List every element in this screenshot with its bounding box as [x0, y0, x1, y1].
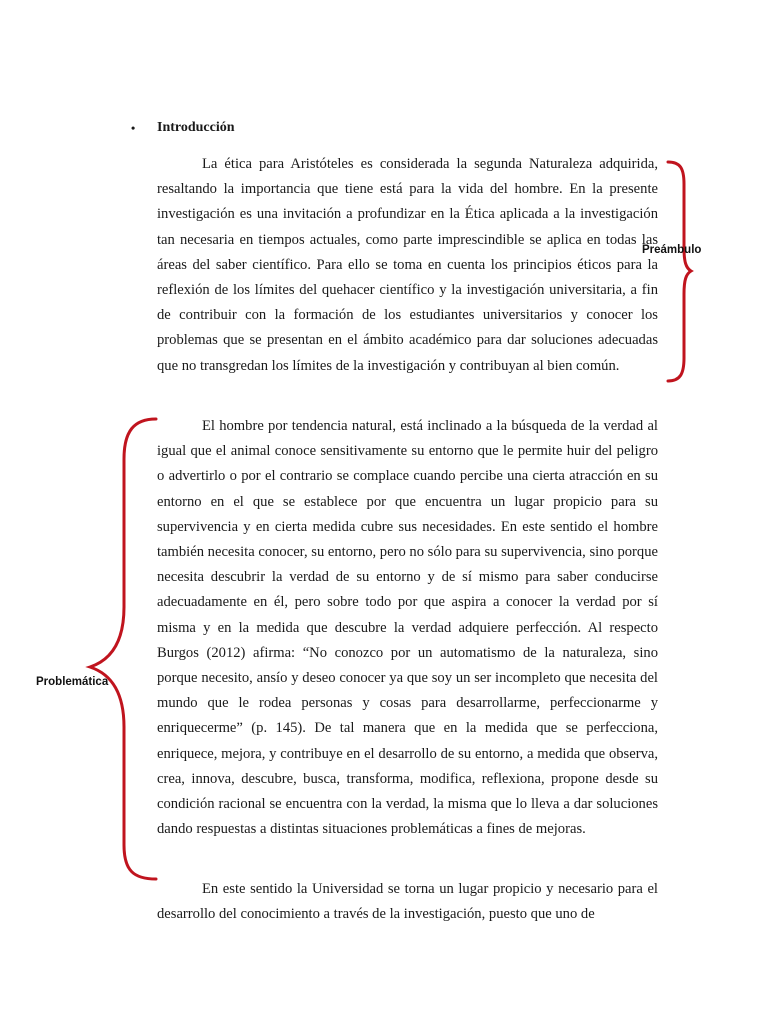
paragraph-university-text: En este sentido la Universidad se torna un lugar propicio y necesario para el desarrollo del conocimiento a través de la investigación, puesto que uno de [157, 881, 658, 923]
bullet-icon: • [131, 120, 136, 135]
paragraph-intro [157, 152, 658, 379]
preambulo-label: Preámbulo [642, 244, 702, 256]
problematica-brace-icon [84, 415, 160, 885]
paragraph-intro-text: La ética para Aristóteles es considerada la segunda Naturaleza adquirida, resaltando la importancia que tiene está para la vida del hombre. En la presente investigación es una invitación a profundizar en la Ética aplicada a la investigación tan necesaria en tiempos actuales, como parte imprescindible se aplica en todas las áreas del saber científico. Para ello se toma en cuenta los principios éticos para la reflexión de los límites del quehacer científico y la investigación universitaria, a fin de contribuir con la formación de los estudiantes universitarios y conocer los problemas que se presentan en el ámbito académico para dar soluciones adecuadas que no transgredan los límites de la investigación y contribuyan al bien común. [157, 156, 658, 374]
paragraph-university [157, 877, 658, 927]
preambulo-brace-icon [664, 158, 694, 386]
problematica-label: Problemática [36, 676, 109, 688]
paragraph-problem [157, 414, 658, 842]
section-heading [131, 120, 235, 136]
paragraph-problem-text: El hombre por tendencia natural, está inclinado a la búsqueda de la verdad al igual que el animal conoce sensitivamente su entorno que le permite huir del peligro o advertirlo o por el contrario se complace cuando percibe una cierta atracción en su entorno en el que se establece por que encuentra un lugar propicio para su supervivencia y en cierta medida cubre sus necesidades. En este sentido el hombre también necesita conocer, su entorno, pero no sólo para su supervivencia, sino porque necesita descubrir la verdad de su entorno y de sí mismo para saber conducirse adecuadamente en él, pero sobre todo por que aspira a conocer la verdad por sí misma y en la medida que descubre la verdad adquiere perfección. Al respecto Burgos (2012) afirma: “No conozco por un automatismo de la naturaleza, sino porque necesito, ansío y deseo conocer ya que soy un ser incompleto que necesita del mundo que le rodea personas y cosas para desarrollarme, perfeccionarme y enriquecerme” (p. 145). De tal manera que en la medida que se perfecciona, enriquece, mejora, y contribuye en el desarrollo de su entorno, a medida que observa, crea, innova, descubre, busca, transforma, modifica, reflexiona, propone desde su condición racional se encuentra con la verdad, la misma que lo lleva a dar soluciones dando respuestas a distintas situaciones problemáticas a fines de mejoras. [157, 418, 658, 838]
section-title: Introducción [157, 120, 235, 135]
